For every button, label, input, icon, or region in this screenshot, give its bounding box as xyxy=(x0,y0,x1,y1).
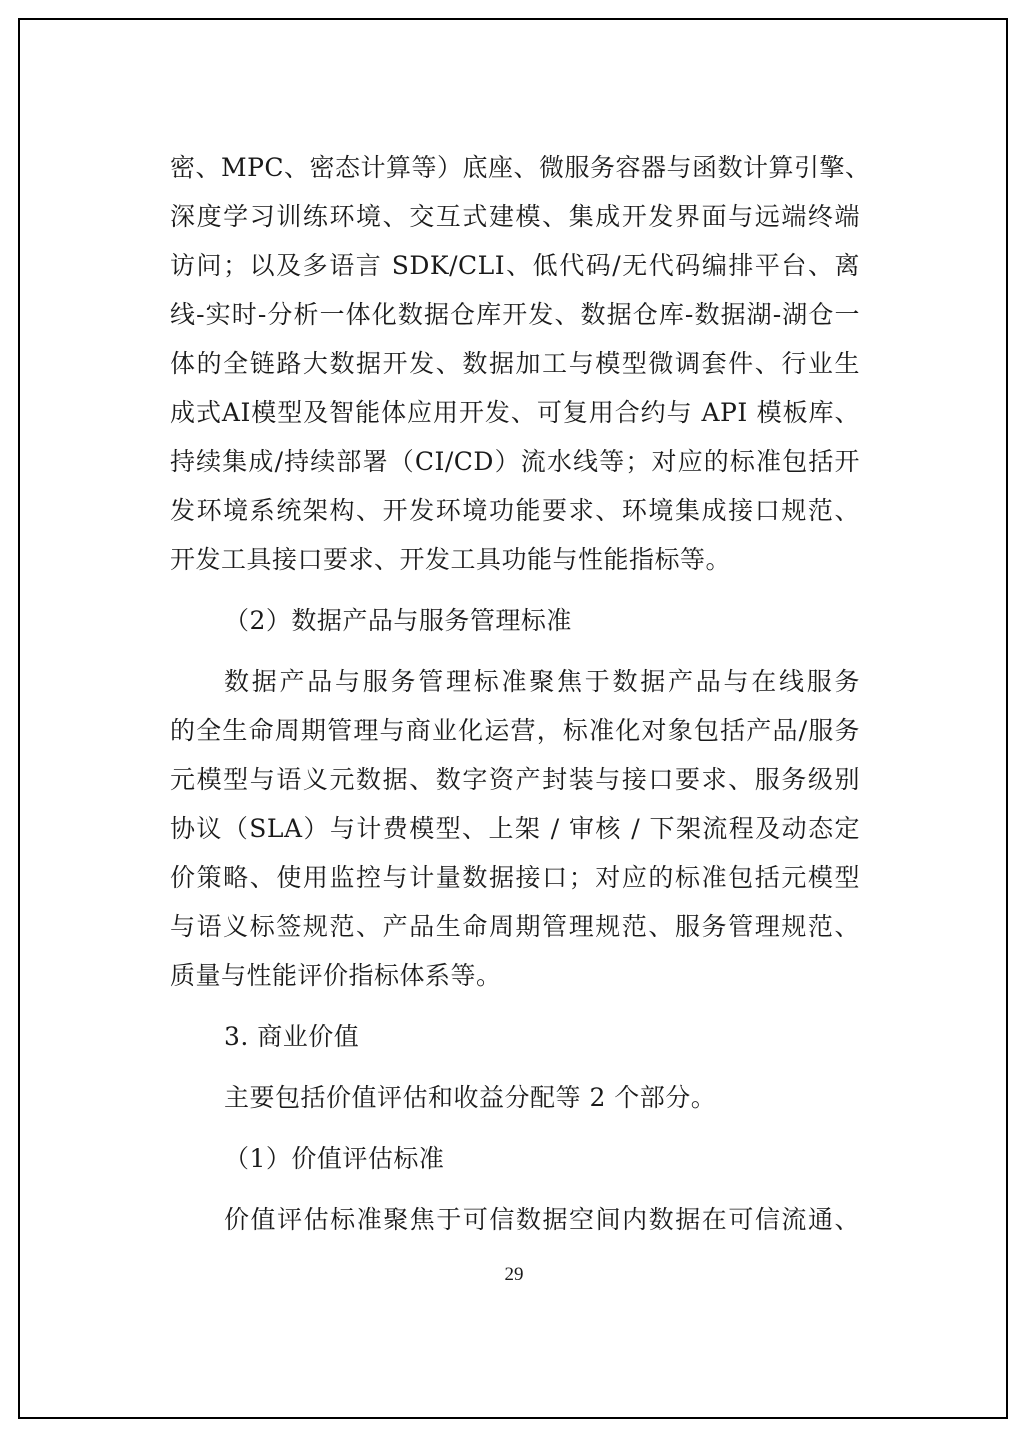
section-intro: 主要包括价值评估和收益分配等 2 个部分。 xyxy=(224,1083,717,1112)
paragraph-product-service-mgmt xyxy=(170,657,860,1000)
text-line: 价策略、使用监控与计量数据接口；对应的标准包括元模型 xyxy=(170,863,860,892)
paragraph-value-assessment xyxy=(170,1195,860,1244)
text-line: 访问；以及多语言 SDK/CLI、低代码/无代码编排平台、离 xyxy=(170,251,860,280)
text-line: 持续集成/持续部署（CI/CD）流水线等；对应的标准包括开 xyxy=(170,447,860,476)
text-line: 发环境系统架构、开发环境功能要求、环境集成接口规范、 xyxy=(170,496,860,525)
text-line: 元模型与语义元数据、数字资产封装与接口要求、服务级别 xyxy=(170,765,860,794)
text-line: 深度学习训练环境、交互式建模、集成开发界面与远端终端 xyxy=(170,202,860,231)
text-line: 线-实时-分析一体化数据仓库开发、数据仓库-数据湖-湖仓一 xyxy=(170,300,860,329)
text-line: 协议（SLA）与计费模型、上架 / 审核 / 下架流程及动态定 xyxy=(170,814,860,843)
text-line: 开发工具接口要求、开发工具功能与性能指标等。 xyxy=(170,545,732,574)
text-line: 体的全链路大数据开发、数据加工与模型微调套件、行业生 xyxy=(170,349,860,378)
text-line: 的全生命周期管理与商业化运营，标准化对象包括产品/服务 xyxy=(170,716,860,745)
text-line: 价值评估标准聚焦于可信数据空间内数据在可信流通、 xyxy=(224,1205,860,1234)
subsection-heading: （2）数据产品与服务管理标准 xyxy=(224,606,572,635)
text-line: 与语义标签规范、产品生命周期管理规范、服务管理规范、 xyxy=(170,912,860,941)
page-number: 29 xyxy=(504,1264,524,1285)
text-line: 成式AI模型及智能体应用开发、可复用合约与 API 模板库、 xyxy=(170,398,860,427)
text-line: 密、MPC、密态计算等）底座、微服务容器与函数计算引擎、 xyxy=(170,153,871,182)
page-body xyxy=(170,143,871,1244)
section-heading: 3. 商业价值 xyxy=(224,1022,360,1051)
text-line: 质量与性能评价指标体系等。 xyxy=(170,961,502,990)
text-line: 数据产品与服务管理标准聚焦于数据产品与在线服务 xyxy=(224,667,860,696)
paragraph-dev-environment xyxy=(170,143,871,584)
subsection-heading: （1）价值评估标准 xyxy=(224,1144,445,1173)
